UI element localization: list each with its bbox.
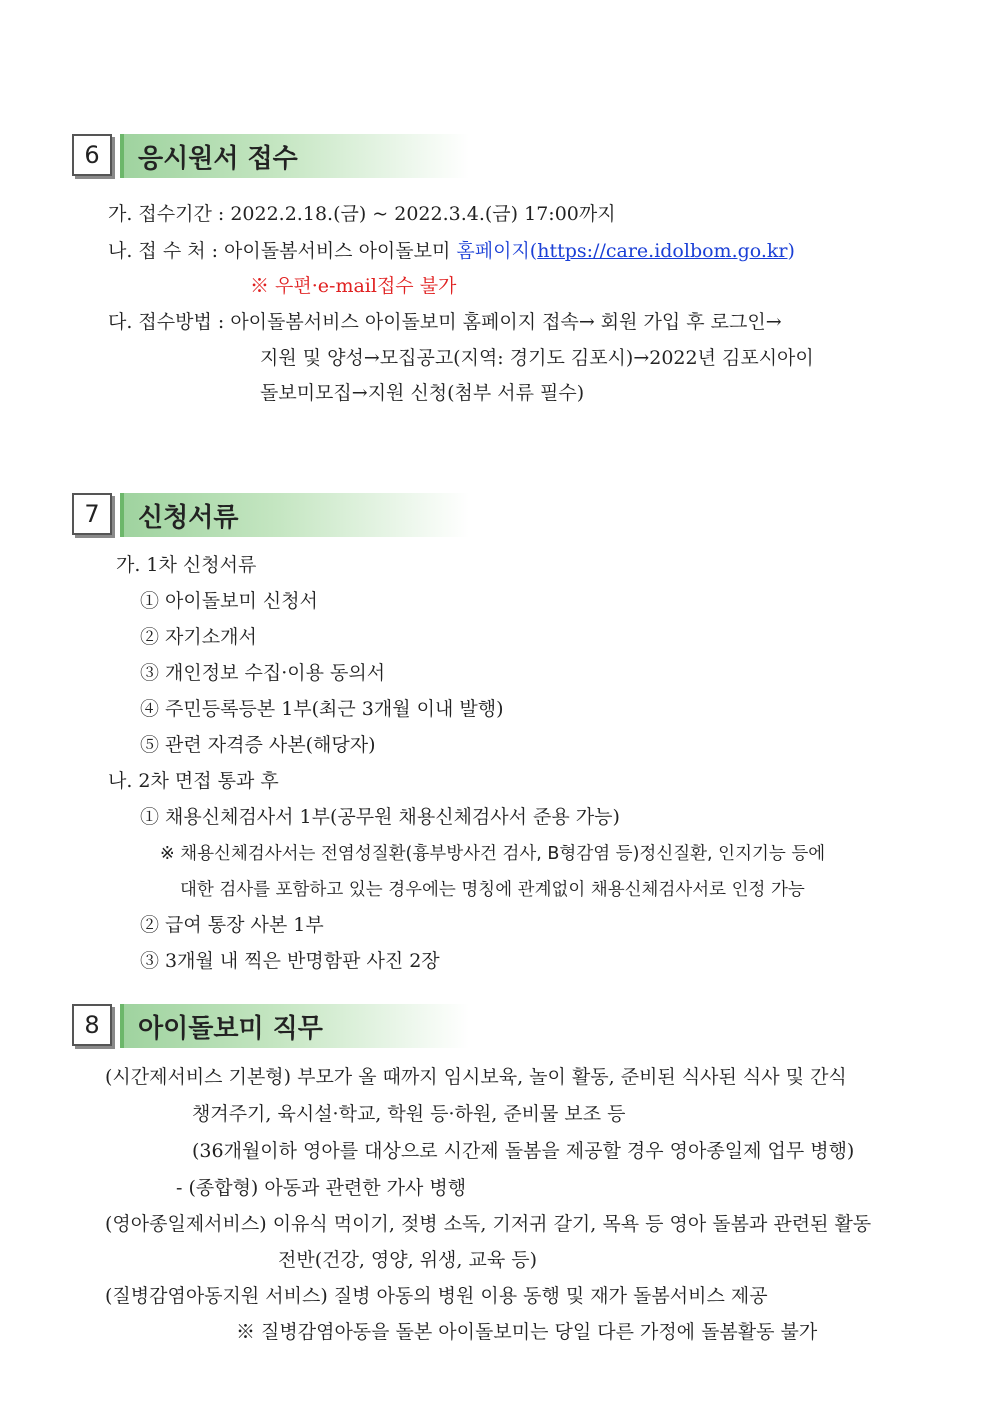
second-docs-heading: 나. 2차 면접 통과 후: [108, 770, 279, 792]
second-doc-note-2: 대한 검사를 포함하고 있는 경우에는 명칭에 관계없이 채용신체검사서로 인정 가능: [180, 880, 805, 900]
duty-line: (시간제서비스 기본형) 부모가 올 때까지 임시보육, 놀이 활동, 준비된 식사된 식사 및 간식: [105, 1066, 847, 1088]
second-doc-item: ③ 3개월 내 찍은 반명함판 사진 2장: [140, 950, 440, 972]
receipt-method-3: 돌보미모집→지원 신청(첨부 서류 필수): [260, 382, 585, 404]
duty-line: 전반(건강, 영양, 위생, 교육 등): [278, 1249, 537, 1271]
receipt-place-prefix: 나. 접 수 처 : 아이돌봄서비스 아이돌보미: [108, 240, 457, 262]
receipt-method-1: 다. 접수방법 : 아이돌봄서비스 아이돌보미 홈페이지 접속→ 회원 가입 후 로그인→: [108, 311, 782, 333]
second-doc-item: ① 채용신체검사서 1부(공무원 채용신체검사서 준용 가능): [140, 806, 620, 828]
section-8-header: [72, 1004, 472, 1052]
section-number: 7: [72, 493, 112, 535]
first-doc-item: ③ 개인정보 수집·이용 동의서: [140, 662, 386, 684]
first-doc-item: ④ 주민등록등본 1부(최근 3개월 이내 발행): [140, 698, 504, 720]
receipt-method-2: 지원 및 양성→모집공고(지역: 경기도 김포시)→2022년 김포시아이: [260, 347, 814, 369]
second-doc-item: ② 급여 통장 사본 1부: [140, 914, 324, 936]
section-title: 응시원서 접수: [138, 144, 298, 174]
duty-line: - (종합형) 아동과 관련한 가사 병행: [176, 1177, 467, 1199]
section-number: 8: [72, 1004, 112, 1046]
duty-line: ※ 질병감염아동을 돌본 아이돌보미는 당일 다른 가정에 돌봄활동 불가: [236, 1321, 818, 1343]
duty-line: 챙겨주기, 육시설·학교, 학원 등·하원, 준비물 보조 등: [192, 1103, 626, 1125]
receipt-place: [108, 239, 795, 263]
homepage-link-close: ): [787, 240, 795, 262]
section-title: 신청서류: [138, 503, 239, 533]
duty-line: (36개월이하 영아를 대상으로 시간제 돌봄을 제공할 경우 영아종일제 업무 병행): [192, 1140, 855, 1162]
first-docs-heading: 가. 1차 신청서류: [116, 554, 257, 576]
first-doc-item: ① 아이돌보미 신청서: [140, 590, 318, 612]
duty-line: (영아종일제서비스) 이유식 먹이기, 젖병 소독, 기저귀 갈기, 목욕 등 영아 돌봄과 관련된 활동: [105, 1213, 872, 1235]
duty-line: (질병감염아동지원 서비스) 질병 아동의 병원 이용 동행 및 재가 돌봄서비스 제공: [105, 1285, 768, 1307]
first-doc-item: ② 자기소개서: [140, 626, 257, 648]
receipt-note: ※ 우편·e-mail접수 불가: [250, 275, 457, 297]
section-title: 아이돌보미 직무: [138, 1014, 323, 1044]
section-7-header: [72, 493, 472, 541]
section-number: 6: [72, 134, 112, 176]
receipt-period: 가. 접수기간 : 2022.2.18.(금) ~ 2022.3.4.(금) 17:00까지: [108, 203, 616, 225]
second-doc-note-1: ※ 채용신체검사서는 전염성질환(흉부방사건 검사, B형감염 등)정신질환, 인지기능 등에: [160, 844, 826, 864]
section-6-header: [72, 134, 472, 182]
homepage-link-label[interactable]: 홈페이지(: [456, 240, 538, 262]
first-doc-item: ⑤ 관련 자격증 사본(해당자): [140, 734, 376, 756]
homepage-url-link[interactable]: https://care.idolbom.go.kr: [537, 240, 788, 262]
